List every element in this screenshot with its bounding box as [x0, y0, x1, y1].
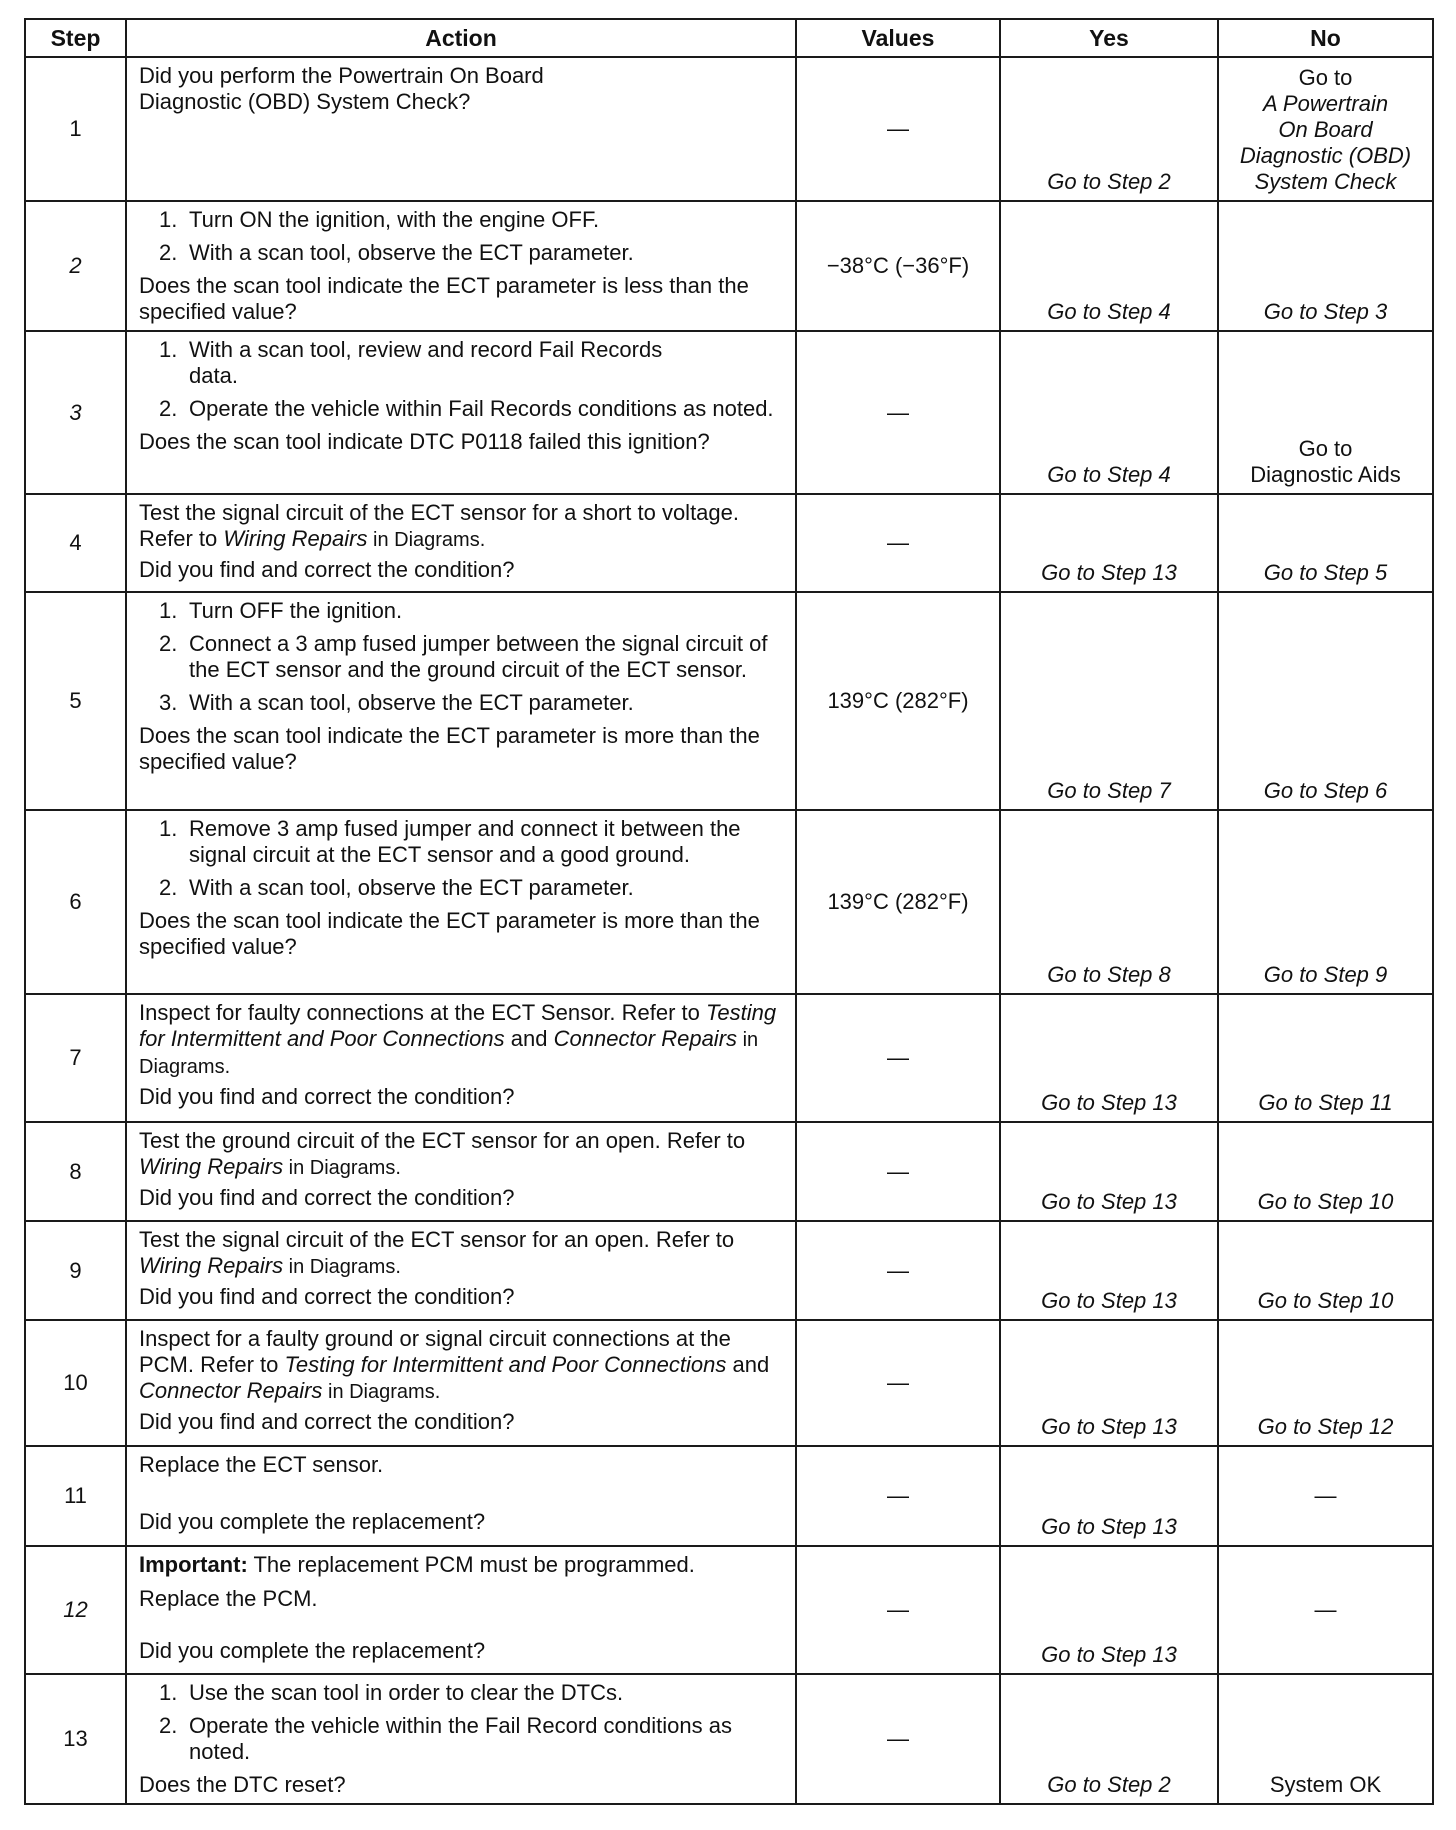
diagnostic-table [24, 18, 1434, 1805]
action-cell [126, 1320, 796, 1446]
no-cell: Go to Step 5 [1218, 494, 1433, 592]
action-step: 1. Remove 3 amp fused jumper and connect it between the signal circuit at the ECT sensor and a good ground. [159, 816, 741, 867]
reference-link: Connector Repairs [553, 1026, 738, 1051]
no-cell: — [1218, 1546, 1433, 1674]
action-steps [139, 1680, 785, 1765]
no-cell: System OK [1218, 1674, 1433, 1804]
no-cell [1218, 57, 1433, 201]
reference-link: Testing for Intermittent and Poor Connections [284, 1352, 727, 1377]
table-row [25, 1221, 1433, 1320]
values-cell: — [796, 1546, 1000, 1674]
action-question: Did you complete the replacement? [139, 1509, 486, 1534]
action-text: Inspect for a faulty ground or signal circuit connections at the PCM. Refer to Testing for Intermittent and Poor Connections and Connector Repairs in Diagrams. [139, 1326, 770, 1403]
action-cell [126, 201, 796, 331]
yes-cell: Go to Step 13 [1000, 1122, 1218, 1221]
step-number: 2 [25, 201, 126, 331]
action-text: Replace the PCM. [139, 1586, 318, 1611]
step-number: 5 [25, 592, 126, 810]
reference-link: Testing for Intermittent and Poor Connections [139, 1000, 777, 1051]
diagnostic-table-sheet [24, 18, 1432, 1805]
step-number: 4 [25, 494, 126, 592]
action-step: 1. Use the scan tool in order to clear the DTCs. [159, 1680, 624, 1705]
no-cell: Go to Step 3 [1218, 201, 1433, 331]
table-row [25, 1674, 1433, 1804]
action-step: 2. Connect a 3 amp fused jumper between the signal circuit of the ECT sensor and the ground circuit of the ECT sensor. [159, 631, 768, 682]
values-cell: — [796, 331, 1000, 494]
yes-cell: Go to Step 4 [1000, 201, 1218, 331]
no-cell: Go to Step 9 [1218, 810, 1433, 994]
values-cell: — [796, 1221, 1000, 1320]
reference-link: Wiring Repairs [223, 526, 368, 551]
table-row [25, 1446, 1433, 1546]
yes-cell: Go to Step 13 [1000, 494, 1218, 592]
action-text: Inspect for faulty connections at the ECT Sensor. Refer to Testing for Intermittent and Poor Connections and Connector Repairs in Diagrams. [139, 1000, 777, 1078]
action-question: Does the scan tool indicate the ECT parameter is less than the specified value? [139, 273, 749, 324]
values-cell: 139°C (282°F) [796, 592, 1000, 810]
action-step: 2. Operate the vehicle within Fail Records conditions as noted. [159, 396, 774, 421]
no-cell [1218, 331, 1433, 494]
no-line: System Check [1254, 169, 1397, 194]
action-cell [126, 592, 796, 810]
table-row [25, 57, 1433, 201]
reference-link: Connector Repairs [139, 1378, 323, 1403]
action-cell [126, 810, 796, 994]
table-row [25, 494, 1433, 592]
action-question: Did you find and correct the condition? [139, 1409, 515, 1434]
action-text: Replace the ECT sensor. [139, 1452, 384, 1477]
table-row [25, 810, 1433, 994]
step-number: 13 [25, 1674, 126, 1804]
step-number: 1 [25, 57, 126, 201]
yes-cell: Go to Step 13 [1000, 1546, 1218, 1674]
action-cell [126, 57, 796, 201]
yes-cell: Go to Step 7 [1000, 592, 1218, 810]
yes-cell: Go to Step 2 [1000, 1674, 1218, 1804]
action-step: 2. Operate the vehicle within the Fail Record conditions as noted. [159, 1713, 732, 1764]
action-question: Did you find and correct the condition? [139, 1284, 515, 1309]
action-steps [139, 337, 785, 422]
no-cell: Go to Step 6 [1218, 592, 1433, 810]
action-question: Did you find and correct the condition? [139, 557, 515, 582]
action-step: 1. With a scan tool, review and record Fail Records data. [159, 337, 663, 388]
action-cell [126, 994, 796, 1122]
step-number: 11 [25, 1446, 126, 1546]
yes-cell: Go to Step 4 [1000, 331, 1218, 494]
no-cell: Go to Step 11 [1218, 994, 1433, 1122]
yes-cell: Go to Step 13 [1000, 994, 1218, 1122]
values-cell: −38°C (−36°F) [796, 201, 1000, 331]
action-text: Test the signal circuit of the ECT sensor for an open. Refer to Wiring Repairs in Diagrams. [139, 1227, 735, 1278]
no-line: Go to [1298, 65, 1353, 90]
no-cell: — [1218, 1446, 1433, 1546]
action-step: 1. Turn OFF the ignition. [159, 598, 403, 623]
yes-cell: Go to Step 13 [1000, 1320, 1218, 1446]
table-row [25, 1320, 1433, 1446]
values-cell: — [796, 1446, 1000, 1546]
action-text: Test the ground circuit of the ECT sensor for an open. Refer to Wiring Repairs in Diagrams. [139, 1128, 746, 1179]
yes-cell: Go to Step 13 [1000, 1221, 1218, 1320]
no-line: Diagnostic (OBD) [1239, 143, 1412, 168]
action-steps [139, 598, 785, 716]
action-cell [126, 1122, 796, 1221]
values-cell: — [796, 1122, 1000, 1221]
yes-cell: Go to Step 8 [1000, 810, 1218, 994]
table-row [25, 331, 1433, 494]
header-step: Step [25, 19, 126, 57]
action-cell [126, 494, 796, 592]
action-step: 2. With a scan tool, observe the ECT parameter. [159, 875, 634, 900]
important-label: Important: [139, 1552, 248, 1577]
action-cell [126, 331, 796, 494]
action-cell [126, 1446, 796, 1546]
values-cell: — [796, 1320, 1000, 1446]
action-question: Does the scan tool indicate the ECT parameter is more than the specified value? [139, 908, 760, 959]
action-steps [139, 207, 785, 266]
table-row [25, 201, 1433, 331]
header-action: Action [126, 19, 796, 57]
no-line: Diagnostic Aids [1250, 462, 1401, 487]
action-cell [126, 1221, 796, 1320]
important-note: Important: The replacement PCM must be programmed. [139, 1552, 695, 1577]
table-row [25, 1122, 1433, 1221]
action-step: 3. With a scan tool, observe the ECT parameter. [159, 690, 634, 715]
action-question: Did you find and correct the condition? [139, 1185, 515, 1210]
action-question: Did you find and correct the condition? [139, 1084, 515, 1109]
step-number: 6 [25, 810, 126, 994]
yes-cell: Go to Step 2 [1000, 57, 1218, 201]
step-number: 10 [25, 1320, 126, 1446]
action-question: Does the scan tool indicate DTC P0118 failed this ignition? [139, 429, 710, 454]
values-cell: — [796, 57, 1000, 201]
yes-cell: Go to Step 13 [1000, 1446, 1218, 1546]
action-cell [126, 1674, 796, 1804]
header-values: Values [796, 19, 1000, 57]
action-question: Does the scan tool indicate the ECT parameter is more than the specified value? [139, 723, 760, 774]
table-row [25, 1546, 1433, 1674]
action-question: Did you complete the replacement? [139, 1638, 486, 1663]
step-number: 9 [25, 1221, 126, 1320]
no-cell: Go to Step 10 [1218, 1122, 1433, 1221]
no-line: A Powertrain [1262, 91, 1389, 116]
no-line: Go to [1298, 436, 1353, 461]
no-cell: Go to Step 12 [1218, 1320, 1433, 1446]
no-line: On Board [1278, 117, 1373, 142]
action-text: Test the signal circuit of the ECT sensor for a short to voltage. Refer to Wiring Repairs in Diagrams. [139, 500, 739, 551]
action-question: Does the DTC reset? [139, 1772, 346, 1797]
header-row [25, 19, 1433, 57]
reference-link: Wiring Repairs [139, 1154, 284, 1179]
values-cell: — [796, 994, 1000, 1122]
table-row [25, 592, 1433, 810]
action-text: Did you perform the Powertrain On Board Diagnostic (OBD) System Check? [139, 63, 544, 114]
no-cell: Go to Step 10 [1218, 1221, 1433, 1320]
action-step: 2. With a scan tool, observe the ECT parameter. [159, 240, 634, 265]
values-cell: — [796, 1674, 1000, 1804]
table-row [25, 994, 1433, 1122]
header-yes: Yes [1000, 19, 1218, 57]
step-number: 3 [25, 331, 126, 494]
action-step: 1. Turn ON the ignition, with the engine OFF. [159, 207, 600, 232]
action-steps [139, 816, 785, 901]
values-cell: — [796, 494, 1000, 592]
reference-link: Wiring Repairs [139, 1253, 284, 1278]
step-number: 8 [25, 1122, 126, 1221]
action-cell [126, 1546, 796, 1674]
values-cell: 139°C (282°F) [796, 810, 1000, 994]
step-number: 12 [25, 1546, 126, 1674]
header-no: No [1218, 19, 1433, 57]
step-number: 7 [25, 994, 126, 1122]
